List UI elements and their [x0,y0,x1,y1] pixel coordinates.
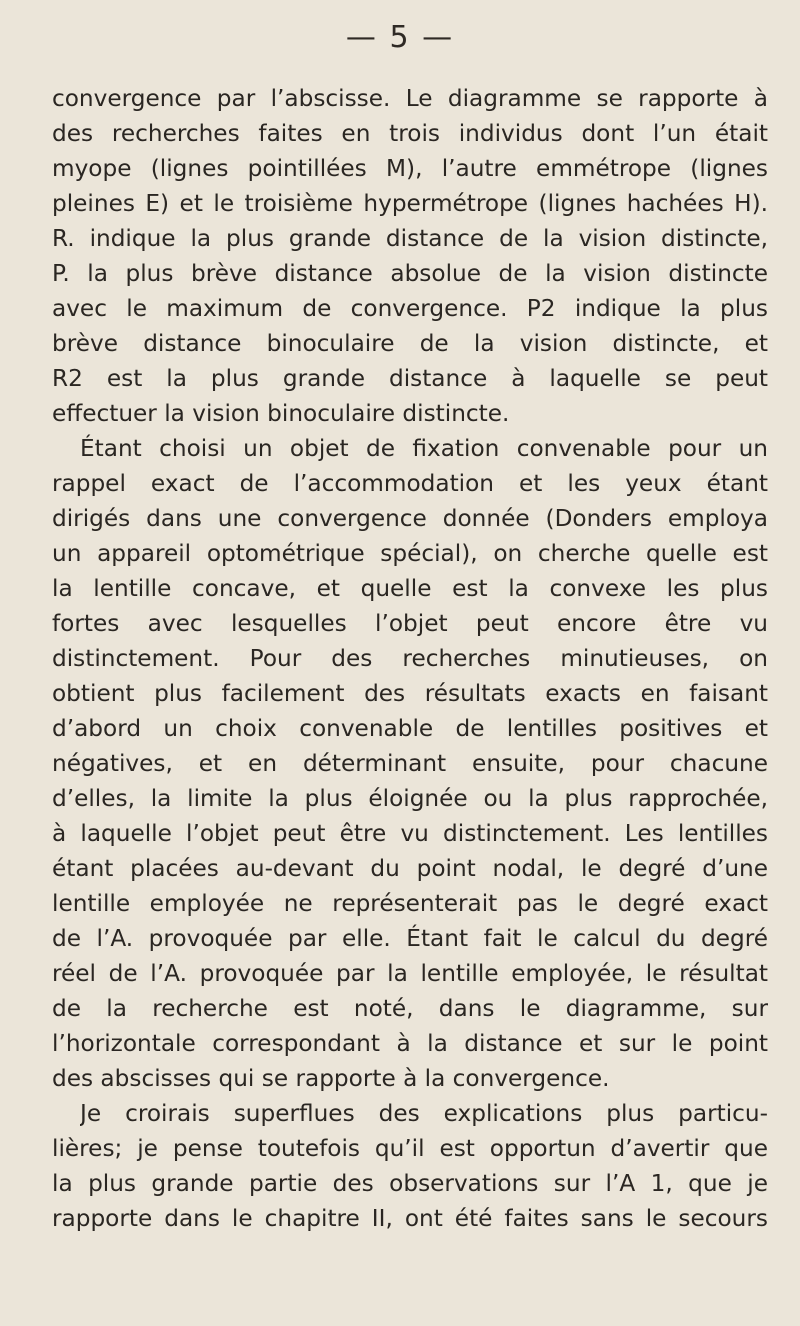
page-number: — 5 — [345,20,455,55]
text-line: d’abord un choix convenable de lentilles positives et [52,715,768,742]
text-line: fortes avec lesquelles l’objet peut encore être vu [52,610,768,637]
text-line: Je croirais superflues des explications plus particu- [80,1100,768,1127]
text-line: distinctement. Pour des recherches minutieuses, on [52,645,768,672]
text-line: à laquelle l’objet peut être vu distinctement. Les lentilles [52,820,768,847]
text-line: étant placées au-devant du point nodal, le degré d’une [52,855,768,882]
text-line: Étant choisi un objet de fixation convenable pour un [80,435,768,462]
text-line: lentille employée ne représenterait pas le degré exact [52,890,768,917]
text-line: R. indique la plus grande distance de la vision distincte, [52,225,768,252]
text-line: dirigés dans une convergence donnée (Donders employa [52,505,768,532]
text-line: de l’A. provoquée par elle. Étant fait le calcul du degré [52,925,768,952]
text-line: un appareil optométrique spécial), on cherche quelle est [52,540,768,567]
text-line: réel de l’A. provoquée par la lentille employée, le résultat [52,960,768,987]
text-line: rappel exact de l’accommodation et les yeux étant [52,470,768,497]
text-line: la lentille concave, et quelle est la convexe les plus [52,575,768,602]
text-line: pleines E) et le troisième hypermétrope (lignes hachées H). [52,190,768,217]
text-line: lières; je pense toutefois qu’il est opportun d’avertir que [52,1135,768,1162]
text-line: effectuer la vision binoculaire distincte. [52,400,510,427]
text-line: de la recherche est noté, dans le diagramme, sur [52,995,768,1022]
text-line: des abscisses qui se rapporte à la convergence. [52,1065,610,1092]
text-line: brève distance binoculaire de la vision distincte, et [52,330,768,357]
text-line: obtient plus facilement des résultats exacts en faisant [52,680,768,707]
text-line: avec le maximum de convergence. P2 indique la plus [52,295,768,322]
text-line: P. la plus brève distance absolue de la vision distincte [52,260,768,287]
text-line: myope (lignes pointillées M), l’autre emmétrope (lignes [52,155,768,182]
text-line: des recherches faites en trois individus dont l’un était [52,120,768,147]
text-line: d’elles, la limite la plus éloignée ou la plus rapprochée, [52,785,768,812]
text-line: convergence par l’abscisse. Le diagramme se rapporte à [52,85,768,112]
text-line: l’horizontale correspondant à la distance et sur le point [52,1030,768,1057]
text-line: rapporte dans le chapitre II, ont été faites sans le secours [52,1205,768,1232]
text-line: négatives, et en déterminant ensuite, pour chacune [52,750,768,777]
text-line: R2 est la plus grande distance à laquelle se peut [52,365,768,392]
text-line: la plus grande partie des observations sur l’A 1, que je [52,1170,768,1197]
